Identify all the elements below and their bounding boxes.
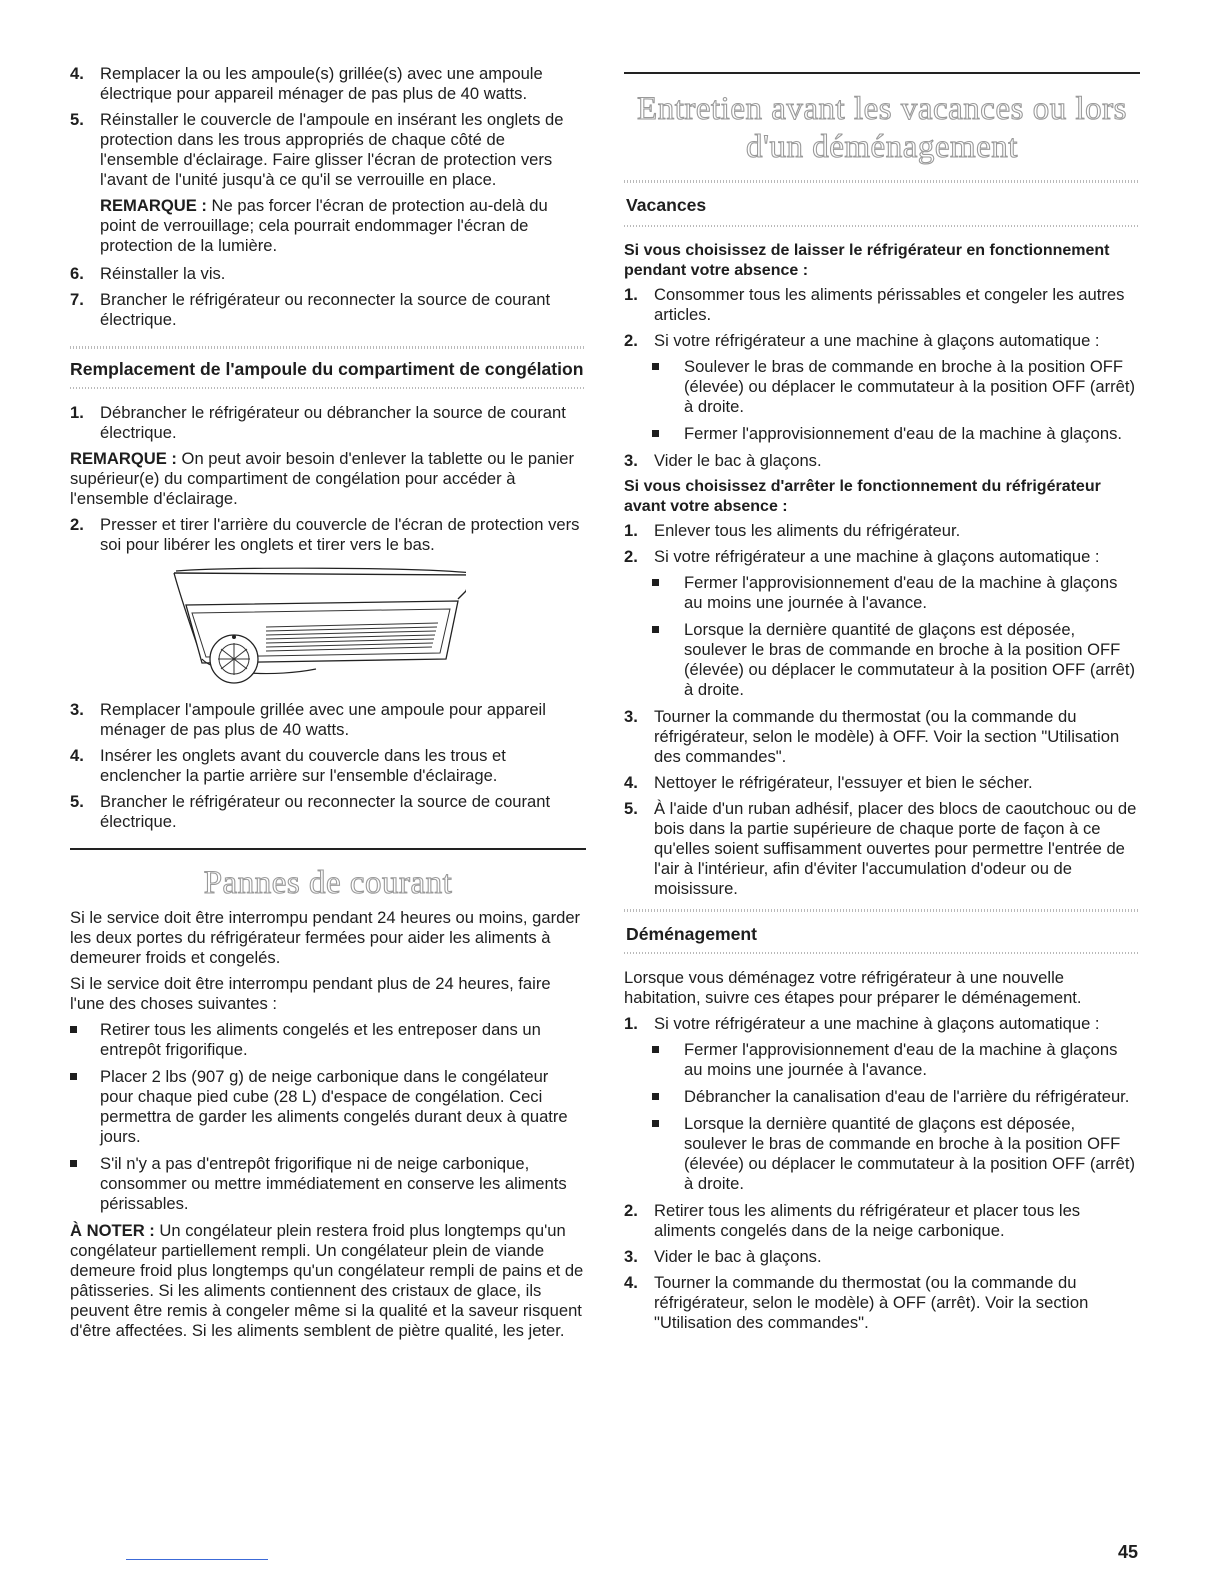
step-list xyxy=(70,403,586,443)
item-number: 4. xyxy=(624,1273,638,1292)
list-item xyxy=(70,746,586,786)
item-number: 5. xyxy=(70,792,84,811)
square-bullet-icon xyxy=(70,1026,77,1033)
bullet-text: S'il n'y a pas d'entrepôt frigorifique ni de neige carbonique, consommer ou mettre immédiatement en conserve les aliments périssables. xyxy=(100,1154,567,1213)
list-item xyxy=(624,773,1140,793)
item-text: Remplacer la ou les ampoule(s) grillée(s) avec une ampoule électrique pour appareil ménager de pas plus de 40 watts. xyxy=(100,64,543,103)
step-list xyxy=(624,451,1140,471)
list-item xyxy=(624,1247,1140,1267)
item-text: Débrancher le réfrigérateur ou débrancher la source de courant électrique. xyxy=(100,403,566,442)
list-item xyxy=(70,403,586,443)
list-item xyxy=(624,799,1140,899)
list-item xyxy=(624,547,1140,567)
bullet-item xyxy=(624,573,1140,613)
bullet-list xyxy=(624,573,1140,700)
item-text: Réinstaller la vis. xyxy=(100,264,226,283)
bullet-text: Retirer tous les aliments congelés et les entreposer dans un entrepôt frigorifique. xyxy=(100,1020,541,1059)
item-number: 2. xyxy=(624,547,638,566)
section-divider xyxy=(624,952,1140,954)
item-text: Brancher le réfrigérateur ou reconnecter la source de courant électrique. xyxy=(100,290,551,329)
list-item xyxy=(70,110,586,190)
item-text: Vider le bac à glaçons. xyxy=(654,451,822,470)
item-number: 2. xyxy=(624,1201,638,1220)
note-label: REMARQUE : xyxy=(100,196,207,215)
square-bullet-icon xyxy=(70,1160,77,1167)
bullet-list xyxy=(624,1040,1140,1194)
list-item xyxy=(624,1273,1140,1333)
list-item xyxy=(624,285,1140,325)
section-divider xyxy=(70,387,586,389)
bullet-item xyxy=(624,1087,1140,1107)
item-number: 3. xyxy=(624,451,638,470)
list-item xyxy=(70,290,586,330)
note-label: REMARQUE : xyxy=(70,449,177,468)
bullet-text: Débrancher la canalisation d'eau de l'arrière du réfrigérateur. xyxy=(684,1087,1130,1106)
item-number: 2. xyxy=(624,331,638,350)
item-number: 3. xyxy=(624,1247,638,1266)
list-item xyxy=(624,707,1140,767)
item-number: 4. xyxy=(70,64,84,83)
square-bullet-icon xyxy=(652,363,659,370)
item-number: 1. xyxy=(70,403,84,422)
bullet-text: Soulever le bras de commande en broche à la position OFF (élevée) ou déplacer le commutateur à la position OFF (arrêt) à droite. xyxy=(684,357,1135,416)
step-list xyxy=(624,707,1140,899)
square-bullet-icon xyxy=(652,430,659,437)
list-item xyxy=(624,1201,1140,1241)
bullet-item xyxy=(624,1114,1140,1194)
light-cover-illustration xyxy=(166,565,586,692)
vacations-option-1: Si vous choisissez de laisser le réfrigérateur en fonctionnement pendant votre absence : xyxy=(624,242,1110,279)
item-number: 3. xyxy=(70,700,84,719)
item-text: Si votre réfrigérateur a une machine à glaçons automatique : xyxy=(654,547,1100,566)
section-rule xyxy=(624,72,1140,74)
square-bullet-icon xyxy=(652,1046,659,1053)
freezer-light-diagram xyxy=(166,565,466,687)
moving-paragraph: Lorsque vous déménagez votre réfrigérateur à une nouvelle habitation, suivre ces étapes pour préparer le déménagement. xyxy=(624,968,1082,1007)
list-item xyxy=(70,700,586,740)
left-column xyxy=(70,64,586,1347)
item-number: 4. xyxy=(70,746,84,765)
section-divider xyxy=(624,225,1140,227)
item-number: 4. xyxy=(624,773,638,792)
bullet-item xyxy=(70,1020,586,1060)
outage-paragraph-2: Si le service doit être interrompu pendant plus de 24 heures, faire l'une des choses suivantes : xyxy=(70,974,551,1013)
item-number: 3. xyxy=(624,707,638,726)
bullet-item xyxy=(70,1067,586,1147)
note xyxy=(100,196,586,256)
page-number: 45 xyxy=(1118,1542,1139,1562)
note-text: Un congélateur plein restera froid plus longtemps qu'un congélateur partiellement rempli. Un congélateur plein de viande demeure froid plus longtemps qu'un congélateur rempli de pains et de pâtisseries. Si les aliments contiennent des cristaux de glace, ils peuvent être remis à congeler même si la qualité et la saveur risquent d'être affectées. Si les aliments semblent de piètre qualité, les jeter. xyxy=(70,1221,584,1340)
list-item xyxy=(624,521,1140,541)
bullet-item xyxy=(624,1040,1140,1080)
step-list xyxy=(70,700,586,832)
footer-rule xyxy=(126,1559,268,1560)
item-text: Tourner la commande du thermostat (ou la commande du réfrigérateur, selon le modèle) à OFF. Voir la section "Utilisation des commandes". xyxy=(654,707,1120,766)
item-number: 1. xyxy=(624,1014,638,1033)
item-text: Vider le bac à glaçons. xyxy=(654,1247,822,1266)
bullet-item xyxy=(624,424,1140,444)
list-item xyxy=(70,515,586,555)
bullet-item xyxy=(624,357,1140,417)
step-list xyxy=(624,285,1140,351)
item-text: Nettoyer le réfrigérateur, l'essuyer et bien le sécher. xyxy=(654,773,1033,792)
item-number: 1. xyxy=(624,521,638,540)
item-text: Consommer tous les aliments périssables et congeler les autres articles. xyxy=(654,285,1125,324)
vacations-option-2: Si vous choisissez d'arrêter le fonctionnement du réfrigérateur avant votre absence : xyxy=(624,478,1101,515)
note-text: Ne pas forcer l'écran de protection au-delà du point de verrouillage; cela pourrait endommager l'écran de protection de la lumière. xyxy=(100,196,548,255)
section-divider xyxy=(624,909,1140,912)
section-divider xyxy=(70,346,586,349)
note xyxy=(70,449,586,509)
item-number: 7. xyxy=(70,290,84,309)
step-list xyxy=(624,1014,1140,1034)
list-item xyxy=(624,331,1140,351)
square-bullet-icon xyxy=(652,1120,659,1127)
item-text: Insérer les onglets avant du couvercle dans les trous et enclencher la partie arrière sur l'ensemble d'éclairage. xyxy=(100,746,506,785)
freezer-heading: Remplacement de l'ampoule du compartiment de congélation xyxy=(70,359,584,379)
note-text: On peut avoir besoin d'enlever la tablette ou le panier supérieur(e) du compartiment de congélation pour accéder à l'ensemble d'éclairage. xyxy=(70,449,575,508)
list-item xyxy=(624,1014,1140,1034)
item-number: 2. xyxy=(70,515,84,534)
moving-heading: Déménagement xyxy=(626,924,758,944)
item-text: Si votre réfrigérateur a une machine à glaçons automatique : xyxy=(654,331,1100,350)
bullet-text: Lorsque la dernière quantité de glaçons est déposée, soulever le bras de commande en broche à la position OFF (élevée) ou déplacer le commutateur à la position OFF (arrêt) à droite. xyxy=(684,620,1135,699)
list-item xyxy=(70,264,586,284)
item-text: Presser et tirer l'arrière du couvercle de l'écran de protection vers soi pour libérer les onglets et tirer vers le bas. xyxy=(100,515,580,554)
item-number: 6. xyxy=(70,264,84,283)
bullet-list xyxy=(624,357,1140,444)
vacations-heading: Vacances xyxy=(626,195,707,215)
bullet-item xyxy=(70,1154,586,1214)
bullet-text: Placer 2 lbs (907 g) de neige carbonique dans le congélateur pour chaque pied cube (28 L) d'espace de congélation. Ceci permettra de garder les aliments congelés durant deux à quatre jours. xyxy=(100,1067,568,1146)
item-text: Tourner la commande du thermostat (ou la commande du réfrigérateur, selon le modèle) à OFF (arrêt). Voir la section "Utilisation des commandes". xyxy=(654,1273,1089,1332)
square-bullet-icon xyxy=(70,1073,77,1080)
step-list xyxy=(70,515,586,555)
list-item xyxy=(70,792,586,832)
bullet-text: Fermer l'approvisionnement d'eau de la machine à glaçons. xyxy=(684,424,1123,443)
item-text: Réinstaller le couvercle de l'ampoule en insérant les onglets de protection dans les trous appropriés de chaque côté de l'ensemble d'éclairage. Faire glisser l'écran de protection vers l'avant de l'unité jusqu'à ce qu'il se verrouille en place. xyxy=(100,110,564,189)
item-text: Retirer tous les aliments du réfrigérateur et placer tous les aliments congelés dans de la neige carbonique. xyxy=(654,1201,1081,1240)
item-number: 1. xyxy=(624,285,638,304)
outage-note xyxy=(70,1221,586,1341)
item-text: Remplacer l'ampoule grillée avec une ampoule pour appareil ménager de pas plus de 40 watts. xyxy=(100,700,546,739)
square-bullet-icon xyxy=(652,1093,659,1100)
outage-bullet-list xyxy=(70,1020,586,1214)
step-list xyxy=(70,64,586,190)
square-bullet-icon xyxy=(652,579,659,586)
bullet-text: Fermer l'approvisionnement d'eau de la machine à glaçons au moins une journée à l'avance. xyxy=(684,1040,1118,1079)
step-list xyxy=(624,521,1140,567)
step-list xyxy=(70,264,586,330)
note-label: À NOTER : xyxy=(70,1221,155,1240)
outage-title: Pannes de courant xyxy=(203,865,453,901)
item-text: Enlever tous les aliments du réfrigérateur. xyxy=(654,521,961,540)
outage-paragraph-1: Si le service doit être interrompu pendant 24 heures ou moins, garder les deux portes du réfrigérateur fermées pour aider les aliments à demeurer froids et congelés. xyxy=(70,908,581,967)
section-rule xyxy=(70,848,586,850)
list-item xyxy=(70,64,586,104)
item-text: Brancher le réfrigérateur ou reconnecter la source de courant électrique. xyxy=(100,792,551,831)
section-divider xyxy=(624,180,1140,183)
square-bullet-icon xyxy=(652,626,659,633)
maintenance-title: Entretien avant les vacances ou lors d'un déménagement xyxy=(637,91,1127,165)
item-number: 5. xyxy=(70,110,84,129)
item-number: 5. xyxy=(624,799,638,818)
list-item xyxy=(624,451,1140,471)
item-text: Si votre réfrigérateur a une machine à glaçons automatique : xyxy=(654,1014,1100,1033)
step-list xyxy=(624,1201,1140,1333)
bullet-text: Fermer l'approvisionnement d'eau de la machine à glaçons au moins une journée à l'avance. xyxy=(684,573,1118,612)
bullet-item xyxy=(624,620,1140,700)
right-column xyxy=(624,64,1140,1339)
item-text: À l'aide d'un ruban adhésif, placer des blocs de caoutchouc ou de bois dans la partie supérieure de chaque porte de façon à ce qu'elles soient suffisamment ouvertes pour permettre l'entrée de l'air à l'intérieur, afin d'éviter l'accumulation d'odeur ou de moisissure. xyxy=(654,799,1137,898)
bullet-text: Lorsque la dernière quantité de glaçons est déposée, soulever le bras de commande en broche à la position OFF (élevée) ou déplacer le commutateur à la position OFF (arrêt) à droite. xyxy=(684,1114,1135,1193)
